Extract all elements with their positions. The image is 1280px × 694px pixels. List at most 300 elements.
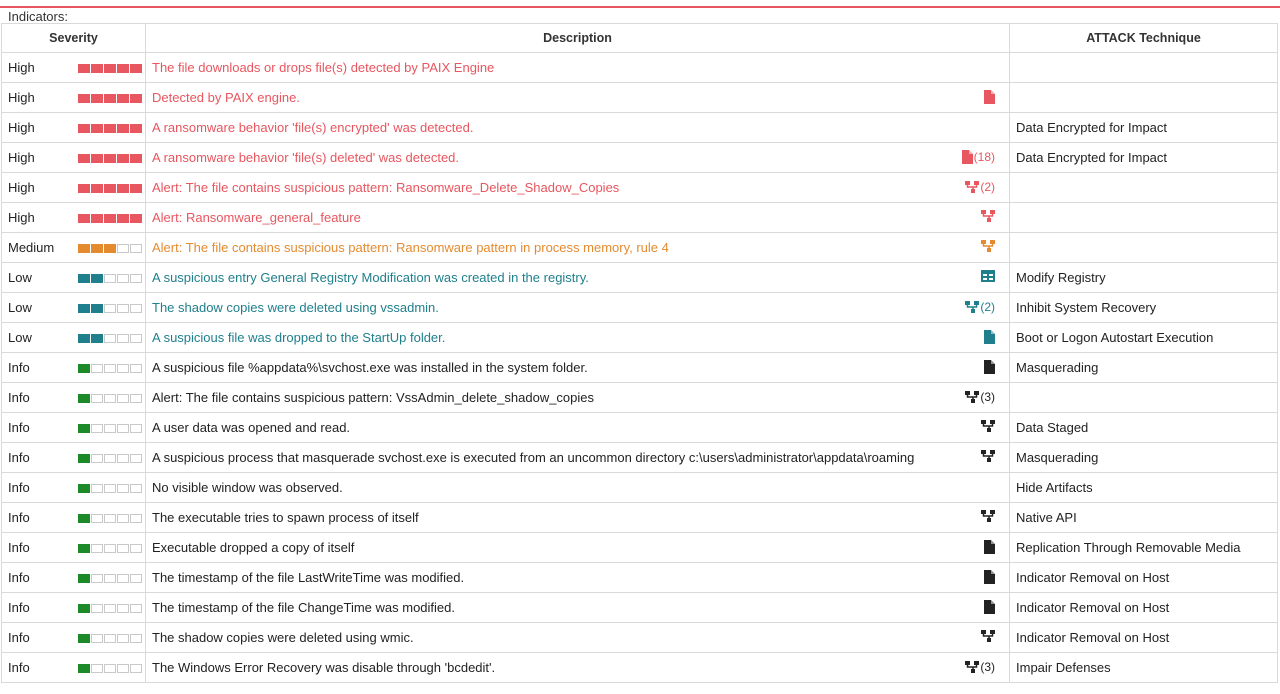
severity-bar-segment (91, 364, 103, 373)
indicator-detail[interactable] (984, 570, 995, 584)
severity-bar-segment (91, 334, 103, 343)
description-cell (146, 533, 1010, 563)
severity-bar-segment (117, 544, 129, 553)
severity-bar-segment (104, 304, 116, 313)
table-row[interactable] (2, 503, 1278, 533)
attack-technique[interactable]: Masquerading (1016, 360, 1099, 375)
severity-cell (2, 413, 146, 443)
attack-technique-cell (1010, 353, 1278, 383)
severity-label: Info (8, 390, 30, 405)
severity-cell (2, 113, 146, 143)
severity-bar-segment (117, 64, 129, 73)
severity-bar-segment (78, 514, 90, 523)
indicator-description: A ransomware behavior 'file(s) deleted' was detected. (152, 150, 460, 165)
table-row[interactable] (2, 353, 1278, 383)
table-row[interactable] (2, 83, 1278, 113)
severity-bar-segment (91, 394, 103, 403)
attack-technique[interactable]: Inhibit System Recovery (1016, 300, 1157, 315)
table-row[interactable] (2, 233, 1278, 263)
severity-meter (78, 664, 142, 673)
severity-bar-segment (78, 664, 90, 673)
attack-technique-cell (1010, 563, 1278, 593)
process-tree-icon (965, 301, 979, 313)
severity-bar-segment (117, 184, 129, 193)
severity-bar-segment (91, 634, 103, 643)
indicator-description: The executable tries to spawn process of itself (152, 510, 419, 525)
severity-bar-segment (130, 274, 142, 283)
severity-cell (2, 323, 146, 353)
description-column-header[interactable]: Description (146, 24, 1010, 53)
severity-bar-segment (78, 154, 90, 163)
indicator-detail[interactable] (981, 630, 995, 642)
attack-technique-cell (1010, 413, 1278, 443)
severity-bar-segment (117, 364, 129, 373)
severity-bar-segment (117, 514, 129, 523)
severity-bar-segment (104, 154, 116, 163)
severity-label: Info (8, 570, 30, 585)
severity-bar-segment (117, 634, 129, 643)
severity-bar-segment (117, 454, 129, 463)
severity-label: High (8, 210, 35, 225)
attack-technique-cell (1010, 233, 1278, 263)
severity-label: Info (8, 600, 30, 615)
severity-bar-segment (91, 124, 103, 133)
attack-technique-cell (1010, 113, 1278, 143)
indicator-description: Executable dropped a copy of itself (152, 540, 355, 555)
process-tree-icon (981, 510, 995, 522)
severity-label: Info (8, 480, 30, 495)
indicator-description: A suspicious file was dropped to the StartUp folder. (152, 330, 446, 345)
severity-meter (78, 124, 142, 133)
severity-bar-segment (117, 484, 129, 493)
severity-bar-segment (117, 334, 129, 343)
attack-technique-cell (1010, 83, 1278, 113)
detail-count: (2) (980, 300, 995, 314)
severity-bar-segment (117, 664, 129, 673)
severity-bar-segment (78, 274, 90, 283)
severity-meter (78, 214, 142, 223)
description-cell (146, 323, 1010, 353)
table-row[interactable] (2, 173, 1278, 203)
indicator-detail[interactable] (965, 180, 995, 194)
severity-bar-segment (91, 664, 103, 673)
severity-bar-segment (104, 364, 116, 373)
indicator-detail[interactable] (984, 540, 995, 554)
severity-bar-segment (78, 454, 90, 463)
table-row[interactable] (2, 383, 1278, 413)
attack-technique-cell (1010, 383, 1278, 413)
severity-label: High (8, 90, 35, 105)
description-cell (146, 443, 1010, 473)
severity-meter (78, 574, 142, 583)
severity-bar-segment (130, 214, 142, 223)
severity-bar-segment (130, 664, 142, 673)
severity-bar-segment (130, 334, 142, 343)
indicator-detail[interactable] (965, 660, 995, 674)
severity-meter (78, 454, 142, 463)
severity-bar-segment (78, 304, 90, 313)
severity-bar-segment (104, 634, 116, 643)
table-row[interactable] (2, 653, 1278, 683)
indicator-description: The shadow copies were deleted using wmic. (152, 630, 414, 645)
description-cell (146, 413, 1010, 443)
table-row[interactable] (2, 533, 1278, 563)
indicator-description: A suspicious process that masquerade svchost.exe is executed from an uncommon directory c:\users\administrator\appdata\roaming (152, 450, 915, 465)
severity-meter (78, 274, 142, 283)
table-row[interactable] (2, 443, 1278, 473)
section-title: Indicators: (8, 9, 68, 24)
severity-bar-segment (104, 274, 116, 283)
severity-bar-segment (78, 544, 90, 553)
severity-bar-segment (91, 574, 103, 583)
severity-bar-segment (91, 184, 103, 193)
table-row[interactable] (2, 203, 1278, 233)
indicator-description: A suspicious entry General Registry Modification was created in the registry. (152, 270, 589, 285)
severity-bar-segment (117, 424, 129, 433)
severity-cell (2, 623, 146, 653)
attack-technique-cell (1010, 323, 1278, 353)
severity-cell (2, 173, 146, 203)
severity-bar-segment (78, 424, 90, 433)
attack-technique[interactable]: Masquerading (1016, 450, 1099, 465)
severity-bar-segment (78, 64, 90, 73)
severity-label: Medium (8, 240, 55, 255)
indicator-detail[interactable] (962, 150, 995, 164)
attack-technique[interactable]: Replication Through Removable Media (1016, 540, 1241, 555)
indicator-description: The timestamp of the file LastWriteTime was modified. (152, 570, 465, 585)
severity-bar-segment (91, 424, 103, 433)
attack-technique-cell (1010, 623, 1278, 653)
indicator-detail[interactable] (965, 300, 995, 314)
attack-technique[interactable]: Hide Artifacts (1016, 480, 1093, 495)
severity-bar-segment (117, 214, 129, 223)
attack-technique[interactable]: Indicator Removal on Host (1016, 570, 1170, 585)
process-tree-icon (965, 661, 979, 673)
file-icon (984, 360, 995, 374)
attack-technique[interactable]: Native API (1016, 510, 1077, 525)
attack-technique-cell (1010, 203, 1278, 233)
indicator-description: A ransomware behavior 'file(s) encrypted' was detected. (152, 120, 474, 135)
severity-bar-segment (117, 394, 129, 403)
process-tree-icon (981, 420, 995, 432)
indicator-detail[interactable] (984, 90, 995, 104)
severity-bar-segment (78, 574, 90, 583)
indicator-detail[interactable] (984, 330, 995, 344)
table-row[interactable] (2, 53, 1278, 83)
attack-technique[interactable]: Data Staged (1016, 420, 1089, 435)
severity-label: Low (8, 300, 32, 315)
indicator-description: A user data was opened and read. (152, 420, 351, 435)
indicator-detail[interactable] (984, 600, 995, 614)
indicator-detail[interactable] (965, 390, 995, 404)
description-cell (146, 353, 1010, 383)
severity-bar-segment (104, 484, 116, 493)
indicator-detail[interactable] (981, 420, 995, 432)
severity-bar-segment (130, 94, 142, 103)
severity-bar-segment (104, 394, 116, 403)
severity-meter (78, 424, 142, 433)
attack-technique-cell (1010, 533, 1278, 563)
table-row[interactable] (2, 563, 1278, 593)
attack-technique-cell (1010, 473, 1278, 503)
severity-bar-segment (104, 664, 116, 673)
severity-bar-segment (130, 514, 142, 523)
severity-label: Low (8, 270, 32, 285)
severity-bar-segment (91, 274, 103, 283)
indicator-description: The file downloads or drops file(s) detected by PAIX Engine (152, 60, 495, 75)
description-cell (146, 383, 1010, 413)
severity-bar-segment (78, 124, 90, 133)
attack-technique[interactable]: Indicator Removal on Host (1016, 600, 1170, 615)
severity-bar-segment (78, 604, 90, 613)
severity-cell (2, 593, 146, 623)
severity-bar-segment (78, 244, 90, 253)
indicator-detail[interactable] (981, 270, 995, 282)
description-cell (146, 563, 1010, 593)
attack-technique-cell (1010, 143, 1278, 173)
severity-bar-segment (78, 94, 90, 103)
description-cell (146, 593, 1010, 623)
attack-technique-cell (1010, 593, 1278, 623)
severity-bar-segment (130, 424, 142, 433)
severity-bar-segment (104, 514, 116, 523)
severity-column-header[interactable]: Severity (2, 24, 146, 53)
severity-cell (2, 563, 146, 593)
attack-technique-cell (1010, 263, 1278, 293)
file-icon (984, 540, 995, 554)
severity-bar-segment (91, 64, 103, 73)
file-icon (984, 90, 995, 104)
severity-bar-segment (130, 394, 142, 403)
severity-bar-segment (117, 154, 129, 163)
description-cell (146, 53, 1010, 83)
severity-bar-segment (130, 304, 142, 313)
severity-cell (2, 293, 146, 323)
severity-label: Info (8, 420, 30, 435)
table-row[interactable] (2, 323, 1278, 353)
description-cell (146, 263, 1010, 293)
table-header-row (2, 24, 1278, 53)
severity-bar-segment (104, 334, 116, 343)
severity-meter (78, 544, 142, 553)
severity-label: High (8, 120, 35, 135)
table-row[interactable] (2, 143, 1278, 173)
severity-label: High (8, 150, 35, 165)
severity-cell (2, 533, 146, 563)
severity-bar-segment (78, 364, 90, 373)
severity-meter (78, 634, 142, 643)
severity-bar-segment (91, 94, 103, 103)
severity-bar-segment (130, 64, 142, 73)
indicator-detail[interactable] (981, 240, 995, 252)
description-cell (146, 203, 1010, 233)
indicators-table (1, 23, 1278, 683)
table-row[interactable] (2, 413, 1278, 443)
severity-bar-segment (104, 604, 116, 613)
severity-meter (78, 64, 142, 73)
table-row[interactable] (2, 593, 1278, 623)
severity-bar-segment (104, 424, 116, 433)
severity-bar-segment (130, 544, 142, 553)
severity-bar-segment (78, 394, 90, 403)
severity-label: Info (8, 660, 30, 675)
indicator-detail[interactable] (981, 510, 995, 522)
severity-bar-segment (78, 484, 90, 493)
detail-count: (2) (980, 180, 995, 194)
severity-label: Info (8, 450, 30, 465)
indicator-description: No visible window was observed. (152, 480, 343, 495)
description-cell (146, 503, 1010, 533)
severity-bar-segment (130, 604, 142, 613)
severity-bar-segment (91, 214, 103, 223)
indicator-detail[interactable] (981, 450, 995, 462)
table-row[interactable] (2, 623, 1278, 653)
severity-bar-segment (78, 634, 90, 643)
file-icon (984, 600, 995, 614)
severity-bar-segment (91, 154, 103, 163)
file-icon (984, 570, 995, 584)
table-row[interactable] (2, 473, 1278, 503)
severity-bar-segment (91, 544, 103, 553)
severity-cell (2, 203, 146, 233)
attack-technique-cell (1010, 653, 1278, 683)
severity-label: Info (8, 360, 30, 375)
severity-bar-segment (78, 184, 90, 193)
attack-column-header[interactable]: ATTACK Technique (1010, 24, 1278, 53)
indicator-detail[interactable] (981, 210, 995, 222)
severity-bar-segment (104, 184, 116, 193)
attack-technique-cell (1010, 443, 1278, 473)
severity-cell (2, 443, 146, 473)
indicator-detail[interactable] (984, 360, 995, 374)
registry-icon (981, 270, 995, 282)
description-cell (146, 653, 1010, 683)
indicator-description: The timestamp of the file ChangeTime was modified. (152, 600, 455, 615)
attack-technique-cell (1010, 53, 1278, 83)
process-tree-icon (981, 630, 995, 642)
indicator-description: Alert: Ransomware_general_feature (152, 210, 361, 225)
detail-count: (18) (973, 150, 995, 164)
severity-bar-segment (130, 484, 142, 493)
process-tree-icon (981, 240, 995, 252)
severity-cell (2, 83, 146, 113)
severity-bar-segment (104, 94, 116, 103)
severity-bar-segment (104, 574, 116, 583)
severity-label: High (8, 180, 35, 195)
severity-bar-segment (130, 454, 142, 463)
severity-meter (78, 334, 142, 343)
severity-bar-segment (91, 454, 103, 463)
severity-meter (78, 184, 142, 193)
severity-label: High (8, 60, 35, 75)
severity-cell (2, 653, 146, 683)
severity-cell (2, 263, 146, 293)
severity-bar-segment (91, 244, 103, 253)
severity-cell (2, 143, 146, 173)
indicators-body (2, 53, 1278, 683)
severity-bar-segment (91, 304, 103, 313)
severity-bar-segment (130, 184, 142, 193)
severity-meter (78, 94, 142, 103)
severity-cell (2, 353, 146, 383)
process-tree-icon (965, 181, 979, 193)
file-icon (962, 150, 973, 164)
severity-cell (2, 473, 146, 503)
severity-bar-segment (130, 364, 142, 373)
description-cell (146, 623, 1010, 653)
severity-bar-segment (130, 574, 142, 583)
detail-count: (3) (980, 390, 995, 404)
table-row[interactable] (2, 293, 1278, 323)
attack-technique[interactable]: Data Encrypted for Impact (1016, 120, 1168, 135)
severity-bar-segment (117, 274, 129, 283)
file-icon (984, 330, 995, 344)
severity-bar-segment (78, 334, 90, 343)
attack-technique-cell (1010, 293, 1278, 323)
severity-bar-segment (104, 454, 116, 463)
severity-label: Low (8, 330, 32, 345)
attack-technique[interactable]: Indicator Removal on Host (1016, 630, 1170, 645)
severity-bar-segment (104, 244, 116, 253)
severity-cell (2, 383, 146, 413)
severity-bar-segment (104, 214, 116, 223)
severity-bar-segment (117, 604, 129, 613)
severity-bar-segment (117, 244, 129, 253)
severity-bar-segment (91, 514, 103, 523)
severity-bar-segment (91, 484, 103, 493)
description-cell (146, 113, 1010, 143)
attack-technique-cell (1010, 503, 1278, 533)
severity-bar-segment (130, 634, 142, 643)
attack-technique[interactable]: Boot or Logon Autostart Execution (1016, 330, 1214, 345)
process-tree-icon (965, 391, 979, 403)
severity-bar-segment (117, 304, 129, 313)
severity-bar-segment (117, 94, 129, 103)
severity-bar-segment (104, 124, 116, 133)
attack-technique[interactable]: Modify Registry (1016, 270, 1106, 285)
severity-cell (2, 233, 146, 263)
top-divider (0, 6, 1280, 8)
severity-bar-segment (91, 604, 103, 613)
indicator-description: Alert: The file contains suspicious pattern: Ransomware pattern in process memory, rule 4 (152, 240, 669, 255)
indicator-description: Detected by PAIX engine. (152, 90, 300, 105)
description-cell (146, 143, 1010, 173)
severity-cell (2, 53, 146, 83)
attack-technique-cell (1010, 173, 1278, 203)
description-cell (146, 83, 1010, 113)
severity-label: Info (8, 510, 30, 525)
table-row[interactable] (2, 263, 1278, 293)
attack-technique[interactable]: Impair Defenses (1016, 660, 1111, 675)
severity-bar-segment (130, 244, 142, 253)
attack-technique[interactable]: Data Encrypted for Impact (1016, 150, 1168, 165)
severity-meter (78, 304, 142, 313)
severity-meter (78, 364, 142, 373)
table-row[interactable] (2, 113, 1278, 143)
indicator-description: The Windows Error Recovery was disable through 'bcdedit'. (152, 660, 496, 675)
severity-meter (78, 154, 142, 163)
severity-label: Info (8, 630, 30, 645)
description-cell (146, 233, 1010, 263)
description-cell (146, 473, 1010, 503)
severity-bar-segment (130, 124, 142, 133)
severity-meter (78, 604, 142, 613)
indicator-description: The shadow copies were deleted using vssadmin. (152, 300, 439, 315)
process-tree-icon (981, 210, 995, 222)
process-tree-icon (981, 450, 995, 462)
severity-bar-segment (117, 574, 129, 583)
severity-label: Info (8, 540, 30, 555)
